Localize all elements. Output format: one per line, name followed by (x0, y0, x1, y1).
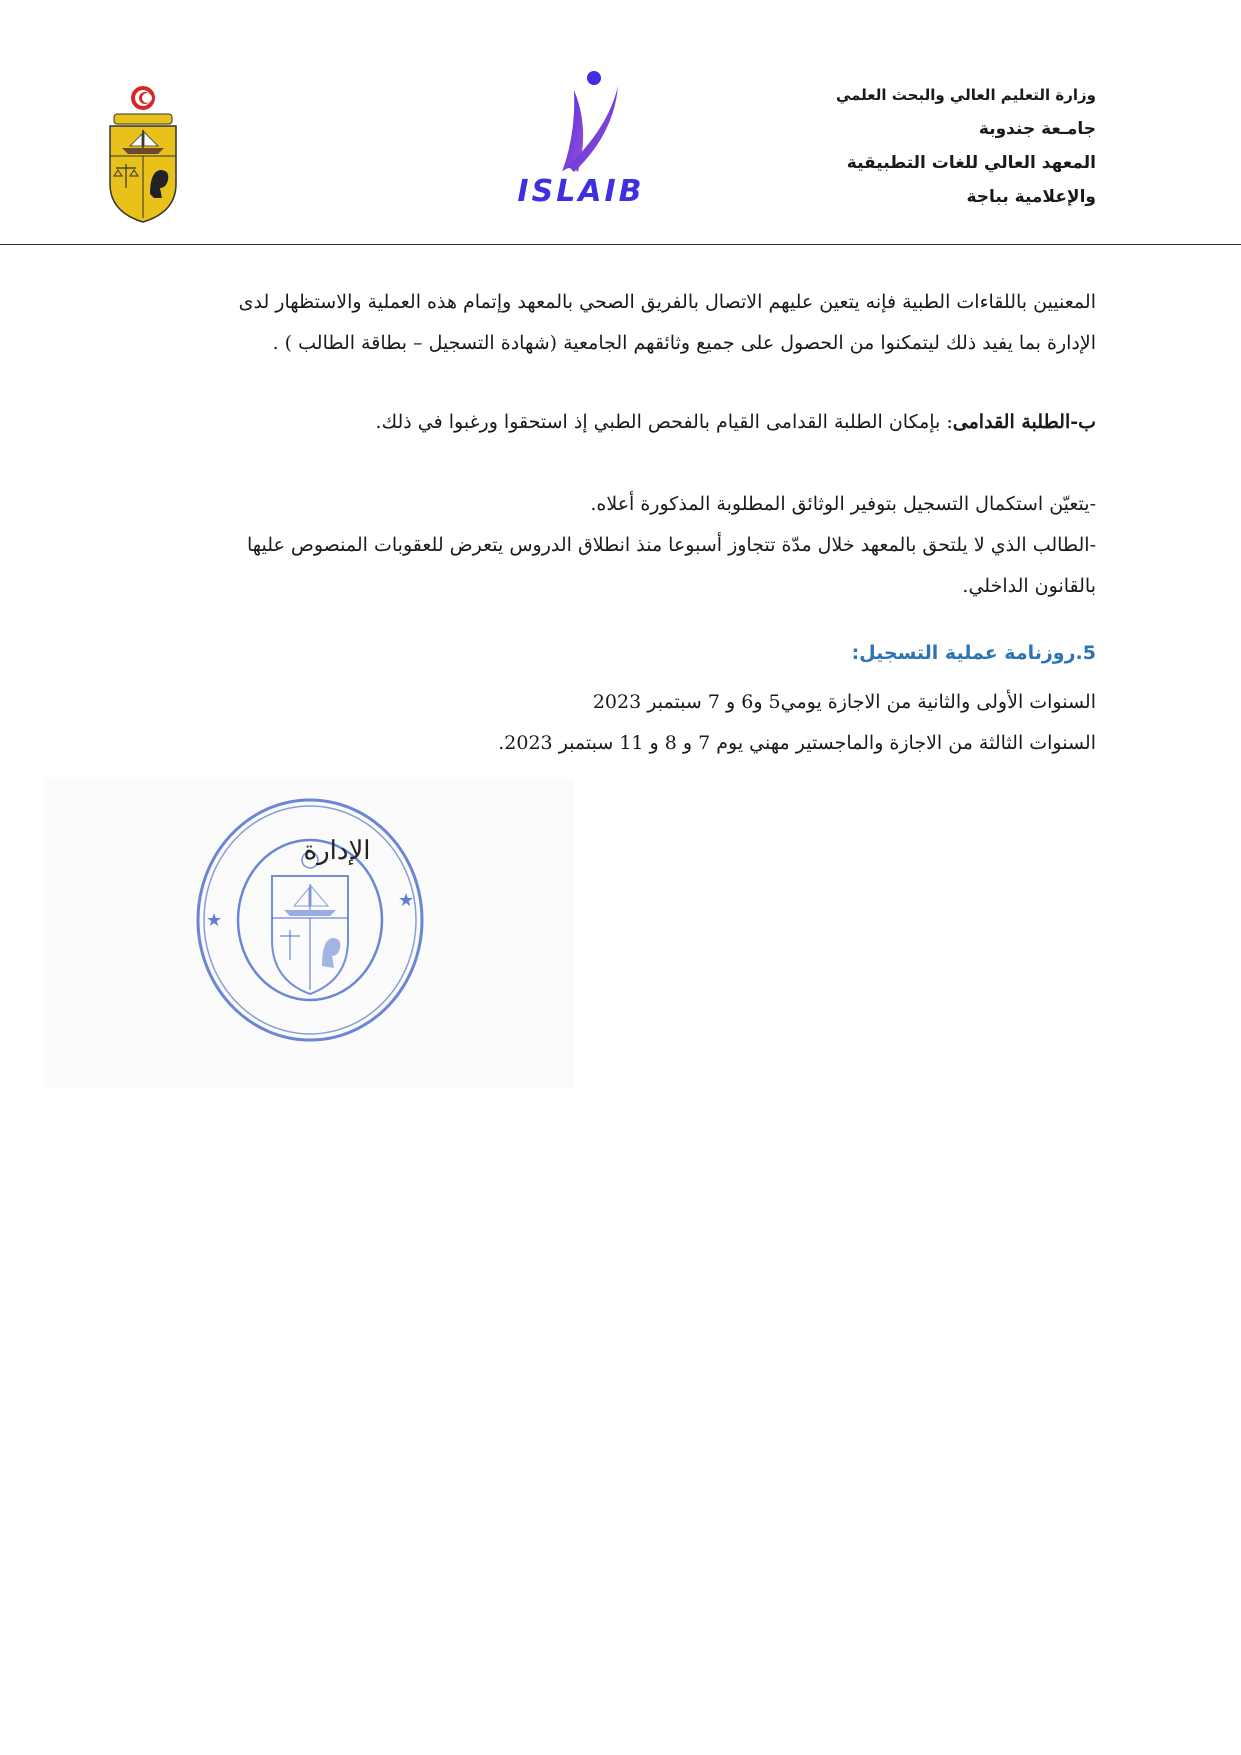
svg-text:★: ★ (206, 910, 223, 931)
tunisia-coat-of-arms-icon (104, 84, 182, 224)
ministry-line: وزارة التعليم العالي والبحث العلمي (835, 86, 1096, 104)
institute-line: المعهد العالي للغات التطبيقية (846, 153, 1096, 173)
registration-calendar-heading: 5.روزنامة عملية التسجيل: (851, 642, 1096, 664)
official-stamp-icon (190, 790, 430, 1050)
institution-header (716, 78, 1096, 214)
registration-rules-paragraph (146, 484, 1096, 607)
paragraph-line: المعنيين باللقاءات الطبية فإنه يتعين عليهم الاتصال بالفريق الصحي بالمعهد وإتمام هذه العملية والاستظهار لدى (238, 291, 1096, 313)
medical-requirement-paragraph (146, 282, 1096, 364)
institute-city-line: والإعلامية بباجة (966, 187, 1096, 207)
logo-wordmark: ISLAIB (517, 174, 645, 209)
registration-calendar-list (146, 682, 1096, 764)
calendar-line: السنوات الأولى والثانية من الاجازة يومي5 و6 و 7 سبتمبر 2023 (592, 691, 1096, 713)
former-students-text: : بإمكان الطلبة القدامى القيام بالفحص الطبي إذ استحقوا ورغبوا في ذلك. (375, 411, 953, 433)
header-divider (0, 244, 1241, 245)
former-students-paragraph (146, 402, 1096, 443)
former-students-label: ب-الطلبة القدامى (952, 411, 1096, 433)
rule-line: -الطالب الذي لا يلتحق بالمعهد خلال مدّة تتجاوز أسبوعا منذ انطلاق الدروس يتعرض للعقوبات المنصوص عليها (246, 534, 1096, 556)
svg-text:★: ★ (398, 890, 415, 911)
university-line: جامـعة جندوبة (978, 119, 1096, 139)
administration-signature-label: الإدارة (303, 836, 371, 866)
rule-line: -يتعيّن استكمال التسجيل بتوفير الوثائق المطلوبة المذكورة أعلاه. (590, 493, 1096, 515)
calendar-line: السنوات الثالثة من الاجازة والماجستير مهني يوم 7 و 8 و 11 سبتمبر 2023. (498, 732, 1096, 754)
paragraph-line: الإدارة بما يفيد ذلك ليتمكنوا من الحصول على جميع وثائقهم الجامعية (شهادة التسجيل – بطاقة الطالب ) . (272, 332, 1096, 354)
rule-line: بالقانون الداخلي. (962, 575, 1096, 597)
